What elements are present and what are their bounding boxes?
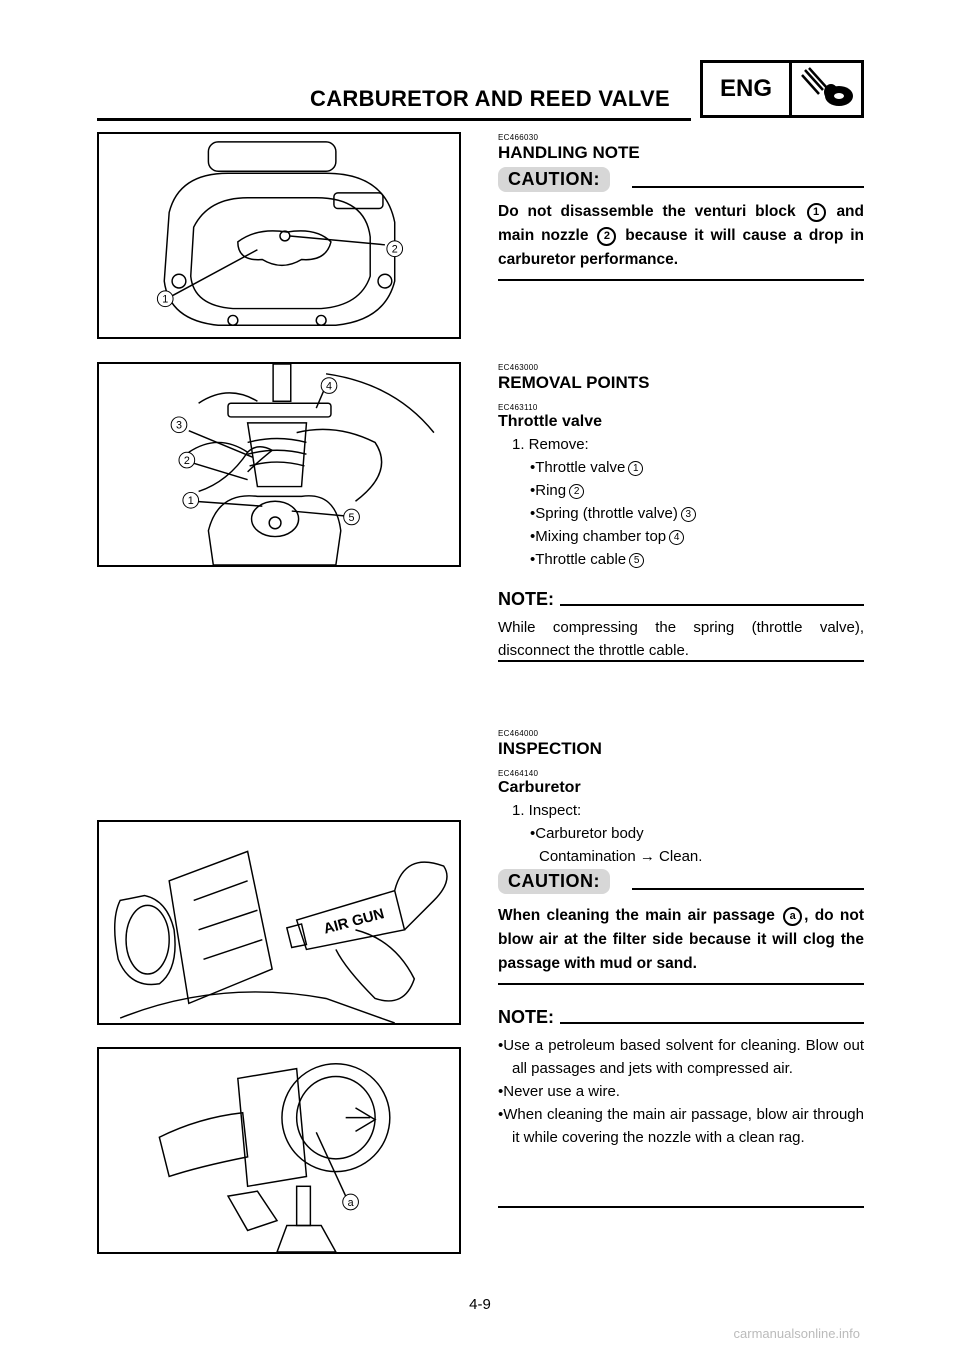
section-label: ENG — [703, 63, 792, 115]
list-item: •Throttle cable 5 — [530, 548, 696, 571]
watermark: carmanualsonline.info — [733, 1326, 860, 1341]
note-rule — [560, 1022, 864, 1024]
note-rule — [560, 604, 864, 606]
list-item: •Throttle valve 1 — [530, 456, 696, 479]
caution-end-rule — [498, 279, 864, 281]
inspection-steps — [512, 799, 702, 868]
figure-venturi-block — [97, 132, 461, 339]
section-code: EC463000 — [498, 363, 539, 372]
list-item-detail: Contamination → Clean. — [539, 848, 703, 865]
callout-a: a — [347, 1196, 354, 1209]
note-label: NOTE: — [498, 1007, 554, 1027]
callout-ref: 2 — [597, 227, 616, 246]
callout-1: 1 — [162, 293, 169, 306]
list-item: •Ring 2 — [530, 479, 696, 502]
subsection-code: EC463110 — [498, 403, 538, 412]
caution-rule — [632, 888, 864, 890]
note-block-2 — [498, 1007, 864, 1149]
callout-5: 5 — [348, 511, 355, 524]
throttle-valve-heading: Throttle valve — [498, 413, 603, 430]
caution-block-2 — [498, 869, 864, 976]
caution-label: CAUTION: — [498, 167, 610, 192]
note-item: •Never use a wire. — [498, 1083, 620, 1100]
inspection-heading: INSPECTION — [498, 739, 602, 758]
note-end-rule — [498, 1206, 864, 1208]
note-item: •Use a petroleum based solvent for cleaning. Blow out all passages and jets with compressed air. — [498, 1037, 864, 1077]
section-code: EC466030 — [498, 133, 539, 142]
callout-1: 1 — [187, 495, 194, 508]
section-code: EC464000 — [498, 729, 539, 738]
list-item: •Mixing chamber top 4 — [530, 525, 696, 548]
removal-steps — [512, 433, 696, 571]
subsection-code: EC464140 — [498, 769, 539, 778]
note-label: NOTE: — [498, 589, 554, 609]
note-end-rule — [498, 660, 864, 662]
figure-throttle-valve — [97, 362, 461, 567]
callout-ref: 1 — [807, 203, 826, 222]
note-block-1 — [498, 589, 864, 662]
section-tab — [700, 60, 864, 118]
callout-3: 3 — [175, 419, 182, 432]
caution-end-rule — [498, 983, 864, 985]
carburetor-heading: Carburetor — [498, 779, 581, 796]
caution-text: When cleaning the main air passage a , do not blow air at the filter side because it will clog the passage with mud or sand. — [498, 907, 865, 972]
page-title: CARBURETOR AND REED VALVE — [310, 86, 670, 111]
page-number: 4-9 — [469, 1296, 491, 1313]
caution-label: CAUTION: — [498, 869, 610, 894]
figure-air-gun — [97, 820, 461, 1025]
header-rule — [97, 118, 691, 121]
caution-block-1 — [498, 167, 864, 272]
list-item: •Carburetor body — [530, 825, 644, 842]
air-gun-label: AIR GUN — [321, 906, 387, 938]
bolt-spanner-icon — [792, 63, 861, 115]
caution-rule — [632, 186, 864, 188]
callout-4: 4 — [326, 380, 333, 393]
callout-2: 2 — [391, 243, 398, 256]
step-label: 1. Remove: — [512, 436, 589, 453]
list-item: •Spring (throttle valve) 3 — [530, 502, 696, 525]
removal-heading: REMOVAL POINTS — [498, 373, 650, 392]
caution-text: Do not disassemble the venturi block 1 and main nozzle 2 because it will cause a drop in carburetor performance. — [498, 203, 865, 268]
callout-2: 2 — [183, 455, 190, 468]
step-label: 1. Inspect: — [512, 802, 582, 819]
note-item: •When cleaning the main air passage, blow air through it while covering the nozzle with a clean rag. — [498, 1106, 864, 1146]
callout-ref: a — [783, 907, 802, 926]
note-text: While compressing the spring (throttle valve), disconnect the throttle cable. — [498, 619, 864, 659]
handling-heading: HANDLING NOTE — [498, 143, 640, 162]
figure-main-air-passage — [97, 1047, 461, 1254]
